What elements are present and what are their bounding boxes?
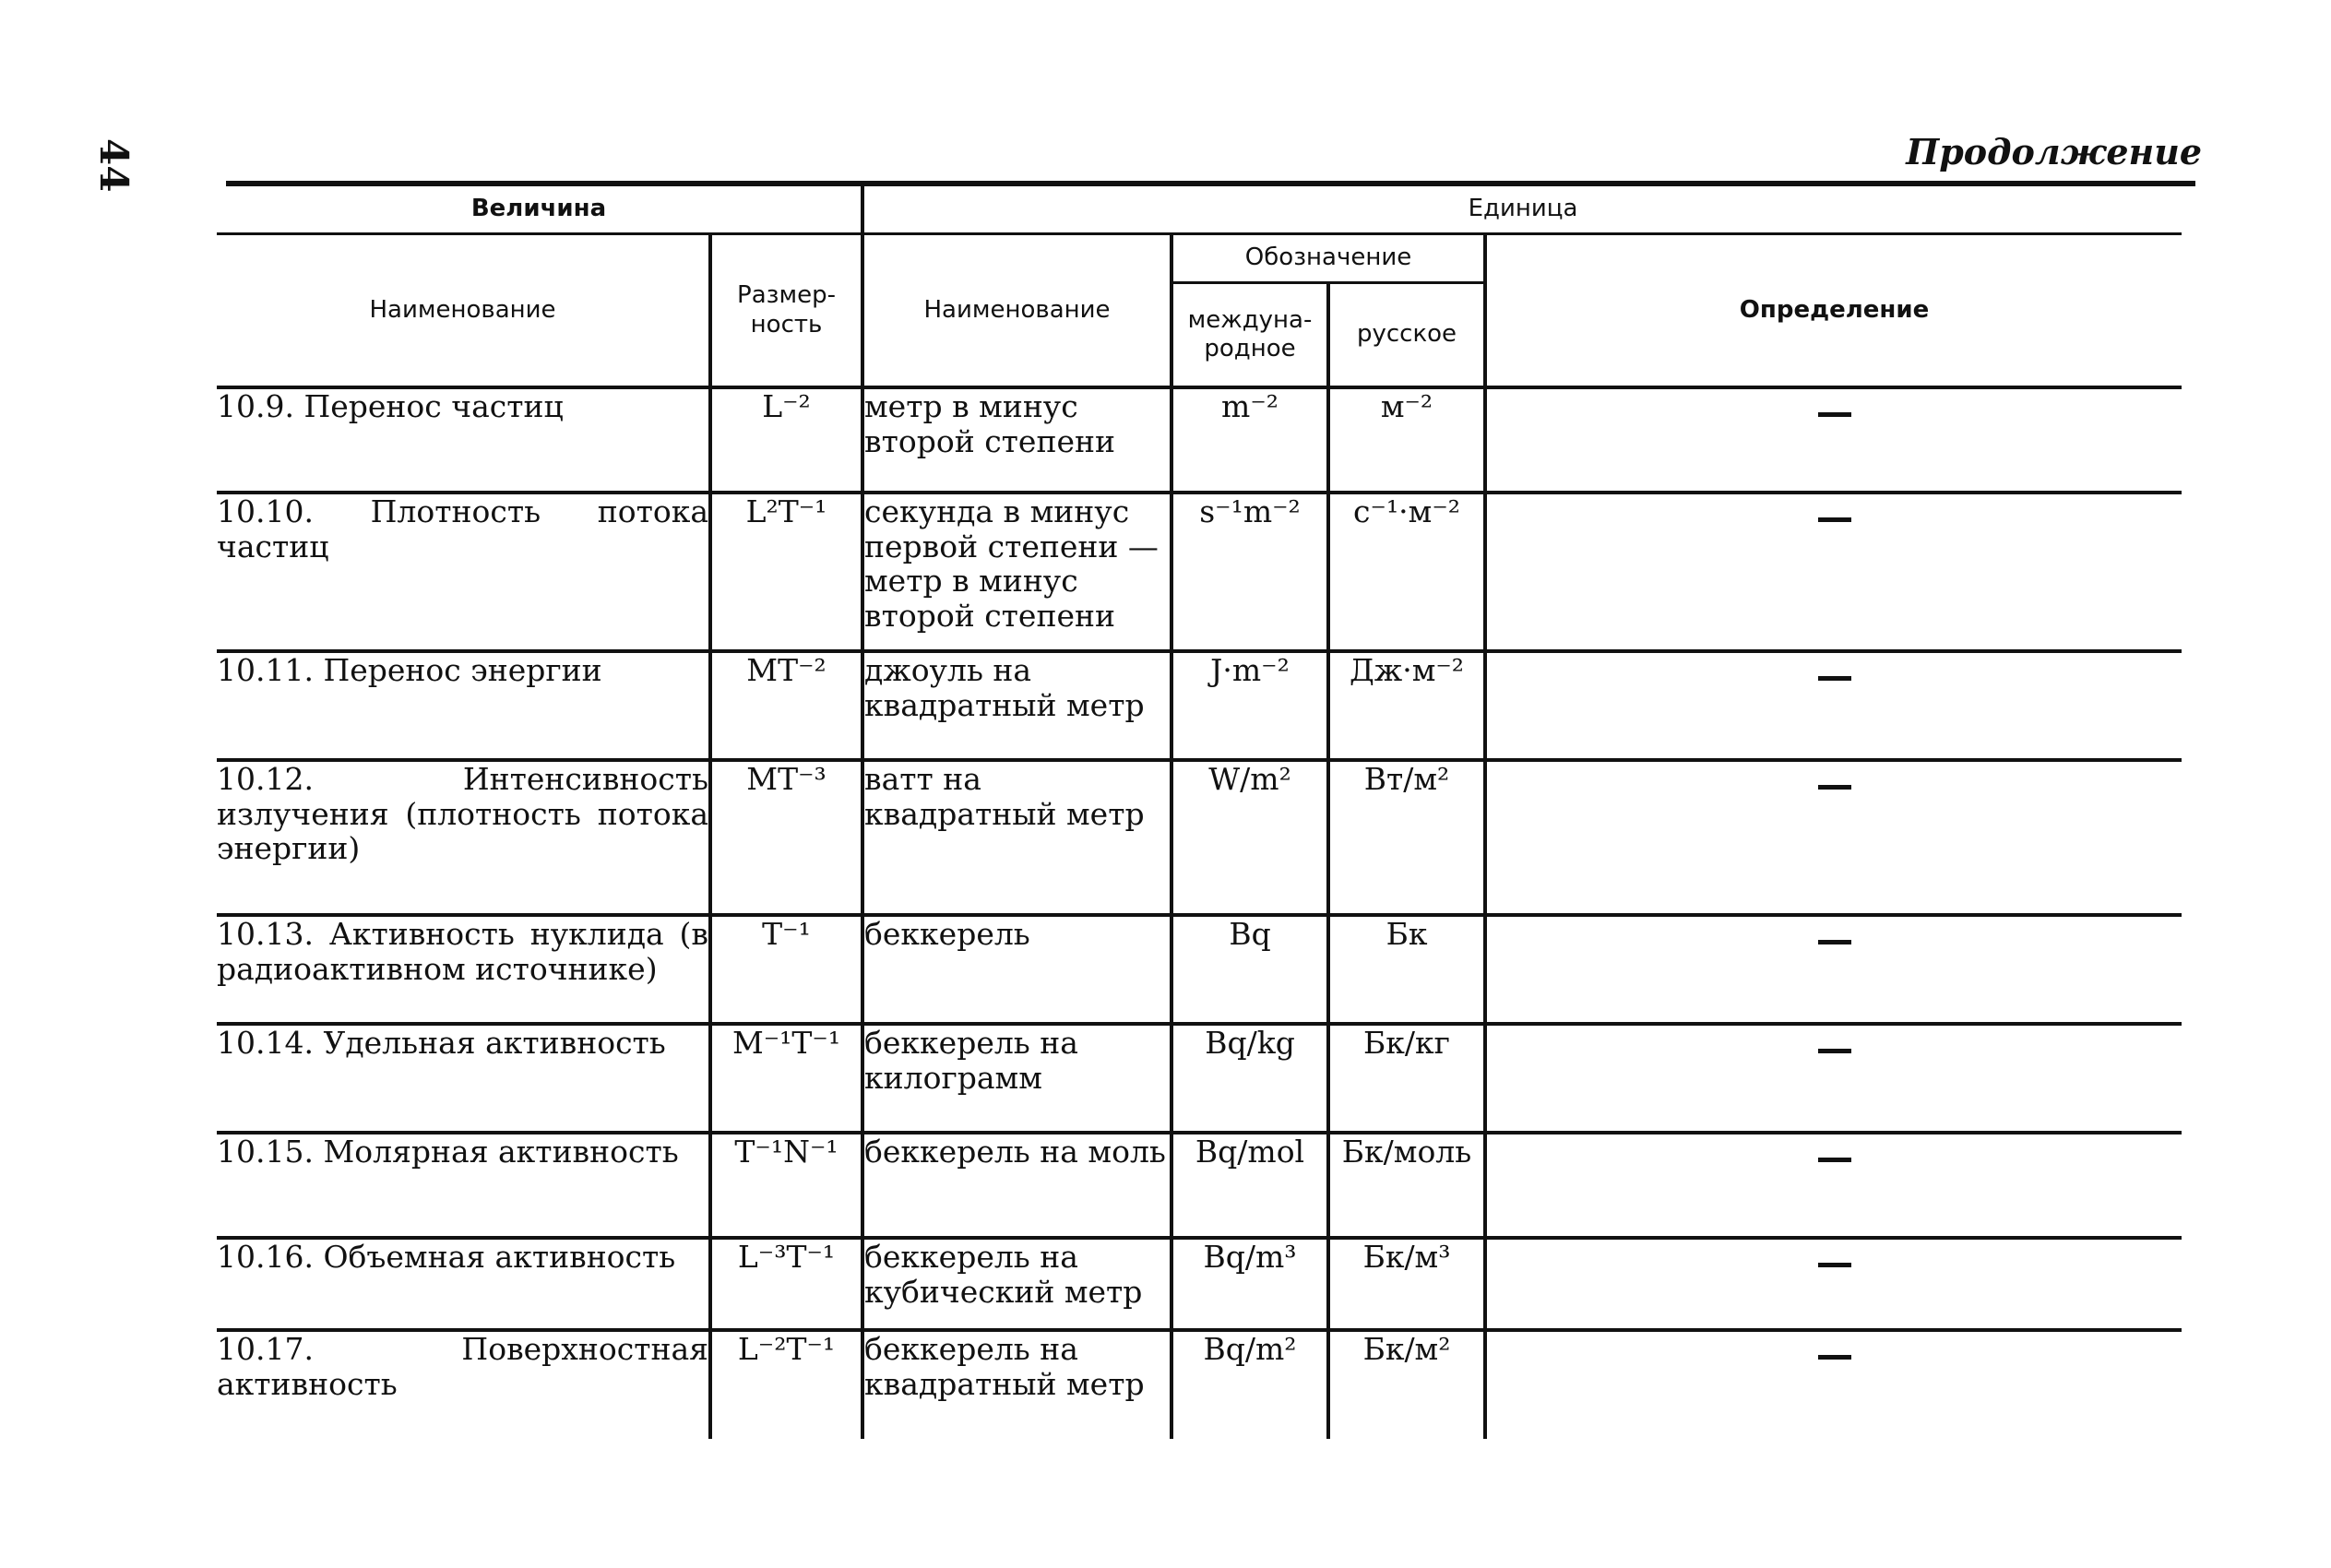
symbol-russian: Бк xyxy=(1328,915,1485,1024)
definition xyxy=(1485,1330,2182,1439)
quantity-name-text: Интенсивность излучения (плотность потока энергии) xyxy=(217,761,708,867)
unit-name: беккерель на квадратный метр xyxy=(862,1330,1171,1439)
table-row xyxy=(217,1238,2182,1330)
symbol-russian: Дж·м⁻² xyxy=(1328,651,1485,760)
unit-name: беккерель xyxy=(862,915,1171,1024)
table-row xyxy=(217,493,2182,651)
definition-dash xyxy=(1818,1049,1851,1053)
row-number: 10.16. xyxy=(217,1239,314,1275)
row-number: 10.9. xyxy=(217,388,294,424)
definition xyxy=(1485,1024,2182,1133)
dimension: L⁻³T⁻¹ xyxy=(710,1238,862,1330)
quantity-name-text: Молярная активность xyxy=(323,1134,679,1170)
header-row-groups xyxy=(217,186,2182,234)
definition-dash xyxy=(1818,517,1851,522)
dimension: M⁻¹T⁻¹ xyxy=(710,1024,862,1133)
quantity-name xyxy=(217,651,710,760)
definition xyxy=(1485,1133,2182,1238)
table-row xyxy=(217,1024,2182,1133)
quantity-name xyxy=(217,1238,710,1330)
quantity-name-text: Плотность потока частиц xyxy=(217,493,708,564)
definition-dash xyxy=(1818,676,1851,681)
row-number: 10.14. xyxy=(217,1025,314,1061)
table-row xyxy=(217,760,2182,915)
header-name: Наименование xyxy=(217,234,710,388)
row-number: 10.12. xyxy=(217,761,314,797)
unit-name: метр в минус второй степени xyxy=(862,387,1171,493)
table-row xyxy=(217,1133,2182,1238)
definition xyxy=(1485,493,2182,651)
quantity-name-text: Объемная активность xyxy=(323,1239,676,1275)
unit-name: секунда в минус первой степени — метр в минус второй степени xyxy=(862,493,1171,651)
unit-name: ватт на квадратный метр xyxy=(862,760,1171,915)
header-unit-group: Единица xyxy=(862,186,2182,234)
symbol-international: W/m² xyxy=(1171,760,1328,915)
table-row xyxy=(217,1330,2182,1439)
quantity-name xyxy=(217,915,710,1024)
header-unit-name: Наименование xyxy=(862,234,1171,388)
quantity-name-text: Перенос частиц xyxy=(303,388,564,424)
symbol-international: Bq/mol xyxy=(1171,1133,1328,1238)
units-table xyxy=(217,186,2182,1439)
quantity-name xyxy=(217,493,710,651)
continuation-label: Продолжение xyxy=(1906,131,2202,172)
quantity-name-text: Удельная активность xyxy=(323,1025,666,1061)
definition xyxy=(1485,1238,2182,1330)
symbol-russian: Бк/кг xyxy=(1328,1024,1485,1133)
symbol-international: J·m⁻² xyxy=(1171,651,1328,760)
symbol-russian: Бк/м² xyxy=(1328,1330,1485,1439)
definition-dash xyxy=(1818,1263,1851,1267)
dimension: MT⁻³ xyxy=(710,760,862,915)
quantity-name xyxy=(217,1133,710,1238)
definition-dash xyxy=(1818,1158,1851,1162)
definition xyxy=(1485,760,2182,915)
row-number: 10.13. xyxy=(217,916,314,952)
quantity-name xyxy=(217,387,710,493)
dimension: MT⁻² xyxy=(710,651,862,760)
symbol-russian: Бк/м³ xyxy=(1328,1238,1485,1330)
unit-name: джоуль на квадратный метр xyxy=(862,651,1171,760)
row-number: 10.10. xyxy=(217,493,314,529)
row-number: 10.11. xyxy=(217,652,314,688)
quantity-name-text: Перенос энергии xyxy=(323,652,602,688)
definition-dash xyxy=(1818,785,1851,790)
symbol-russian: м⁻² xyxy=(1328,387,1485,493)
definition xyxy=(1485,915,2182,1024)
symbol-international: Bq/m³ xyxy=(1171,1238,1328,1330)
quantity-name-text: Активность нуклида (в радиоактивном источнике) xyxy=(217,916,708,987)
header-dimension: Размер- ность xyxy=(710,234,862,388)
quantity-name xyxy=(217,1024,710,1133)
dimension: L²T⁻¹ xyxy=(710,493,862,651)
definition xyxy=(1485,651,2182,760)
header-quantity-group: Величина xyxy=(217,186,862,234)
unit-name: беккерель на кубический метр xyxy=(862,1238,1171,1330)
symbol-international: Bq/m² xyxy=(1171,1330,1328,1439)
row-number: 10.15. xyxy=(217,1134,314,1170)
dimension: L⁻² xyxy=(710,387,862,493)
definition xyxy=(1485,387,2182,493)
quantity-name-text: Поверхностная активность xyxy=(217,1331,708,1402)
dimension: T⁻¹N⁻¹ xyxy=(710,1133,862,1238)
symbol-international: s⁻¹m⁻² xyxy=(1171,493,1328,651)
row-number: 10.17. xyxy=(217,1331,314,1367)
dimension: L⁻²T⁻¹ xyxy=(710,1330,862,1439)
table-row xyxy=(217,915,2182,1024)
dimension: T⁻¹ xyxy=(710,915,862,1024)
definition-dash xyxy=(1818,412,1851,417)
table-row xyxy=(217,651,2182,760)
header-russian: русское xyxy=(1328,283,1485,388)
unit-name: беккерель на моль xyxy=(862,1133,1171,1238)
symbol-russian: Бк/моль xyxy=(1328,1133,1485,1238)
quantity-name xyxy=(217,1330,710,1439)
table-row xyxy=(217,387,2182,493)
header-row-columns xyxy=(217,234,2182,283)
header-definition: Определение xyxy=(1485,234,2182,388)
quantity-name xyxy=(217,760,710,915)
unit-name: беккерель на килограмм xyxy=(862,1024,1171,1133)
symbol-russian: с⁻¹·м⁻² xyxy=(1328,493,1485,651)
symbol-international: Bq xyxy=(1171,915,1328,1024)
definition-dash xyxy=(1818,1355,1851,1360)
page-number: 44 xyxy=(91,138,137,193)
header-symbol-group: Обозначение xyxy=(1171,234,1485,283)
symbol-international: Bq/kg xyxy=(1171,1024,1328,1133)
symbol-international: m⁻² xyxy=(1171,387,1328,493)
header-international: междуна- родное xyxy=(1171,283,1328,388)
definition-dash xyxy=(1818,940,1851,944)
symbol-russian: Вт/м² xyxy=(1328,760,1485,915)
